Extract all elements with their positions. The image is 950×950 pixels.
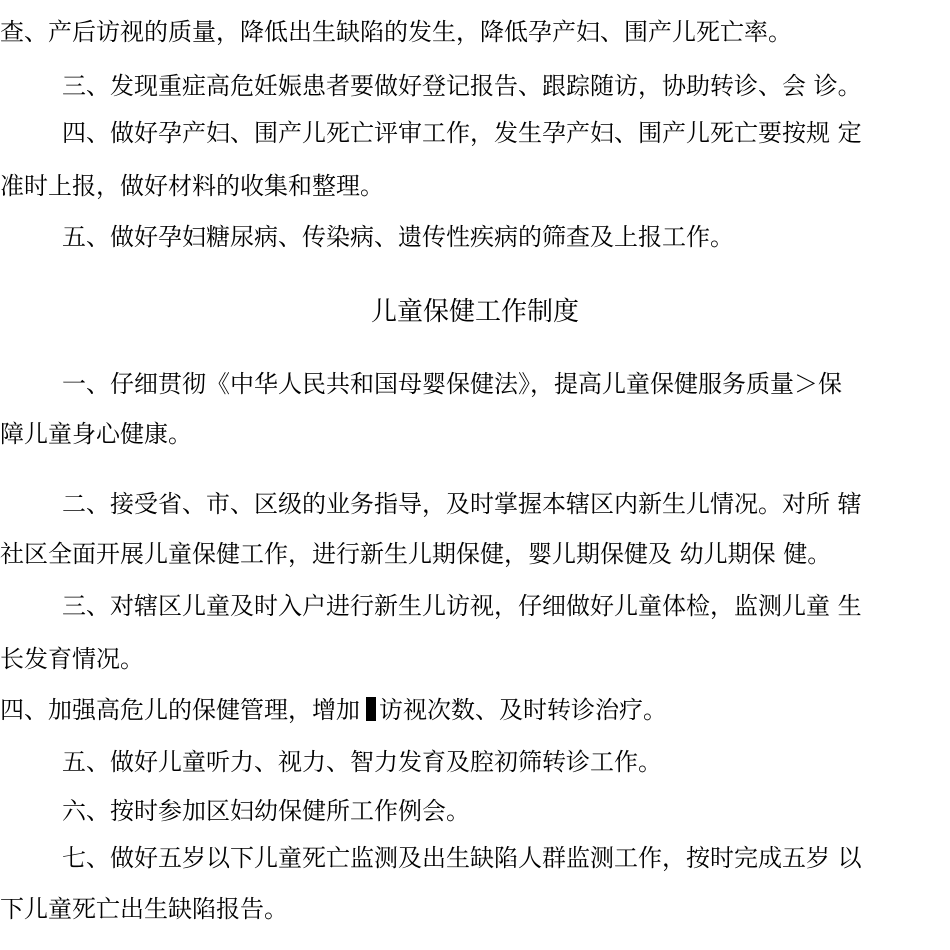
text-segment: 访视次数、及时转诊治疗。 — [379, 696, 667, 724]
section-title: 儿童保健工作制度 — [370, 297, 579, 327]
text-line: 六、按时参加区妇幼保健所工作例会。 — [62, 797, 470, 825]
text-line: 下儿童死亡出生缺陷报告。 — [0, 895, 288, 923]
text-line: 障儿童身心健康。 — [0, 420, 192, 448]
text-line: 五、做好孕妇糖尿病、传染病、遗传性疾病的筛查及上报工作。 — [62, 223, 734, 251]
redaction-mark — [366, 697, 376, 721]
text-line: 一、仔细贯彻《中华人民共和国母婴保健法》，提高儿童保健服务质量＞保 — [62, 370, 842, 398]
text-line: 社区全面开展儿童保健工作，进行新生儿期保健，婴儿期保健及 幼儿期保 健。 — [0, 540, 832, 568]
text-line: 查、产后访视的质量，降低出生缺陷的发生，降低孕产妇、围产儿死亡率。 — [0, 18, 792, 46]
text-line: 三、发现重症高危妊娠患者要做好登记报告、跟踪随访，协助转诊、会 诊。 — [62, 72, 862, 100]
text-line: 五、做好儿童听力、视力、智力发育及腔初筛转诊工作。 — [62, 748, 662, 776]
text-line: 二、接受省、市、区级的业务指导，及时掌握本辖区内新生儿情况。对所 辖 — [62, 490, 862, 518]
text-line: 长发育情况。 — [0, 645, 144, 673]
text-line — [0, 694, 667, 726]
text-segment: 四、加强高危儿的保健管理，增加 — [0, 696, 360, 724]
text-line: 四、做好孕产妇、围产儿死亡评审工作，发生孕产妇、围产儿死亡要按规 定 — [62, 119, 862, 147]
text-line: 七、做好五岁以下儿童死亡监测及出生缺陷人群监测工作，按时完成五岁 以 — [62, 844, 862, 872]
text-line: 准时上报，做好材料的收集和整理。 — [0, 172, 384, 200]
text-line: 三、对辖区儿童及时入户进行新生儿访视，仔细做好儿童体检，监测儿童 生 — [62, 592, 862, 620]
